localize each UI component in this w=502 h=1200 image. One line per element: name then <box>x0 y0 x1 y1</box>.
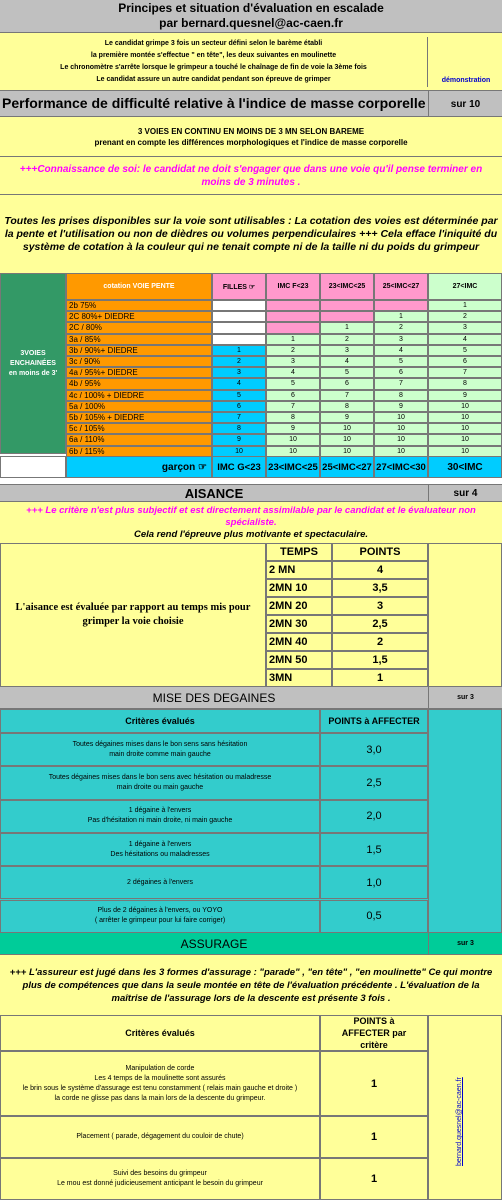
degaines-criterion-line: Plus de 2 dégaines à l'envers, ou YOYO <box>97 907 223 915</box>
aisance-note1: +++ Le critère n'est plus subjectif et est directement assimilable par le candidat et le évaluateur non spécialiste. <box>26 504 476 528</box>
imc-cell <box>320 311 374 322</box>
assurage-criterion-line: Placement ( parade, dégagement du couloir de chute) <box>76 1133 244 1140</box>
assurage-side-col <box>428 1015 502 1200</box>
degaines-table <box>0 709 502 933</box>
aisance-time: 2MN 20 <box>266 597 332 615</box>
imc-cell: 5 <box>320 367 374 378</box>
perf-sub <box>0 117 502 157</box>
intro-line: la première montée s'effectue " en tête", les deux suivantes en moulinette <box>90 52 337 59</box>
degaines-criterion-line: Toutes dégaines mises dans le bon sens avec hésitation ou maladresse <box>48 773 272 781</box>
assurage-criterion-line: Le mou est donné judicieusement anticipant le besoin du grimpeur <box>57 1180 263 1187</box>
imc-cell: 3 <box>266 356 320 367</box>
imc-cell: 10 <box>374 434 428 445</box>
filles-cell <box>212 322 266 333</box>
degaines-points: 2,5 <box>320 766 428 799</box>
imc-cell: 10 <box>374 446 428 457</box>
header-author: par bernard.quesnel@ac-caen.fr <box>159 16 343 30</box>
filles-cell: 10 <box>212 446 266 457</box>
assurage-criterion-line: la corde ne glisse pas dans la main lors de la descente du grimpeur. <box>54 1094 266 1102</box>
aisance-time: 2MN 30 <box>266 615 332 633</box>
degaines-criterion-line: main droite ou main gauche <box>116 783 204 791</box>
degaines-criterion <box>0 733 320 766</box>
assurage-criterion-line: Suivi des besoins du grimpeur <box>113 1170 207 1177</box>
garcon-header: 27<IMC<30 <box>374 456 428 478</box>
aisance-title: AISANCE <box>184 485 244 501</box>
imc-cell: 1 <box>266 334 320 345</box>
assurage-criterion <box>0 1158 320 1200</box>
cotation-header: cotation VOIE PENTE <box>66 273 212 300</box>
degaines-title-bar <box>0 687 502 709</box>
degaines-criterion-line: 2 dégaines à l'envers <box>127 878 193 886</box>
imc-cell <box>266 322 320 333</box>
imc-cell: 4 <box>266 367 320 378</box>
degaines-right-pad <box>428 709 502 933</box>
imc-cell: 10 <box>428 412 502 423</box>
filles-cell: 5 <box>212 390 266 401</box>
degaines-points: 2,0 <box>320 800 428 833</box>
imc-cell: 3 <box>374 334 428 345</box>
intro-line: Le candidat assure un autre candidat pendant son épreuve de grimper <box>96 76 331 83</box>
imc-cell: 7 <box>374 378 428 389</box>
imc-cell: 2 <box>320 334 374 345</box>
degaines-title: MISE DES DEGAINES <box>152 690 276 705</box>
perf-title: Performance de difficulté relative à l'indice de masse corporelle <box>2 95 426 111</box>
cotation-cell: 5c / 105% <box>66 423 212 434</box>
imc-cell: 1 <box>320 322 374 333</box>
imc-cell: 8 <box>320 401 374 412</box>
imc-cell: 10 <box>428 434 502 445</box>
imc-cell: 6 <box>374 367 428 378</box>
degaines-criterion-line: ( arrêter le grimpeur pour lui faire corriger) <box>94 917 226 925</box>
degaines-score: sur 3 <box>428 687 502 708</box>
aisance-col-temps: TEMPS <box>266 543 332 561</box>
degaines-criterion-line: 1 dégaine à l'envers <box>128 807 192 815</box>
filles-cell: 2 <box>212 356 266 367</box>
imc-cell: 8 <box>374 390 428 401</box>
cotation-cell: 3c / 90% <box>66 356 212 367</box>
assurage-points: 1 <box>320 1116 428 1158</box>
imc-cell: 10 <box>428 401 502 412</box>
imc-cell: 10 <box>320 434 374 445</box>
cotation-cell: 2b 75% <box>66 300 212 311</box>
imc-cell: 2 <box>374 322 428 333</box>
assurage-criterion-line: Manipulation de corde <box>125 1064 195 1072</box>
aisance-points: 4 <box>332 561 428 579</box>
perf-title-bar <box>0 91 502 117</box>
imc-cell: 10 <box>374 423 428 434</box>
imc-cell: 10 <box>320 423 374 434</box>
aisance-col-points: POINTS <box>332 543 428 561</box>
aisance-points: 3,5 <box>332 579 428 597</box>
grid-left-line: en moins de 3' <box>8 369 58 377</box>
filles-cell: 8 <box>212 423 266 434</box>
aisance-time: 2MN 50 <box>266 651 332 669</box>
imc-cell: 5 <box>374 356 428 367</box>
aisance-time: 2MN 10 <box>266 579 332 597</box>
filles-cell <box>212 334 266 345</box>
imc-cell: 7 <box>428 367 502 378</box>
garcon-header: 25<IMC<27 <box>320 456 374 478</box>
performance-grid <box>0 273 502 456</box>
degaines-criterion-line: Pas d'hésitation ni main droite, ni main gauche <box>87 817 233 825</box>
filles-cell: 9 <box>212 434 266 445</box>
imc-cell: 9 <box>428 390 502 401</box>
cotation-cell: 2C / 80% <box>66 322 212 333</box>
cotation-cell: 3b / 90%+ DIEDRE <box>66 345 212 356</box>
degaines-criterion-line: 1 dégaine à l'envers <box>128 840 192 848</box>
assurage-title: ASSURAGE <box>180 936 248 951</box>
degaines-col-crit: Critères évalués <box>0 709 320 733</box>
assurage-criterion <box>0 1116 320 1158</box>
degaines-points: 1,0 <box>320 866 428 899</box>
degaines-points: 3,0 <box>320 733 428 766</box>
assurage-criterion-line: le brin sous le système d'assurage est tenu constamment ( relais main gauche et droite ) <box>22 1084 298 1092</box>
imc-cell <box>320 300 374 311</box>
imc-cell: 5 <box>428 345 502 356</box>
aisance-table <box>266 543 428 687</box>
garcon-header: 30<IMC <box>428 456 502 478</box>
intro-block <box>0 33 502 91</box>
assurage-title-bar <box>0 933 502 955</box>
perf-sub-line: prenant en compte les différences morphologiques et l'indice de masse corporelle <box>94 137 408 147</box>
grid-left-line: 3VOIES <box>20 349 46 357</box>
garcon-header: IMC G<23 <box>212 456 266 478</box>
intro-line: Le chronomètre s'arrête lorsque le grimpeur a touché le chaînage de fin de voie la 3ème fois <box>60 64 367 71</box>
aisance-points: 1 <box>332 669 428 687</box>
cotation-cell: 4b / 95% <box>66 378 212 389</box>
imc-cell: 6 <box>428 356 502 367</box>
grid-left-line: ENCHAINÉES <box>10 359 56 367</box>
imc-cell: 8 <box>428 378 502 389</box>
imc-cell: 10 <box>320 446 374 457</box>
imc-header: 27<IMC <box>428 273 502 300</box>
assurage-score: sur 3 <box>428 933 502 954</box>
garcon-label: garçon ☞ <box>66 456 212 478</box>
assurage-table <box>0 1015 502 1200</box>
assurage-side-email[interactable]: bernard.quesnel@ac-caen.fr <box>456 1077 463 1166</box>
filles-cell: 6 <box>212 401 266 412</box>
filles-cell <box>212 311 266 322</box>
imc-cell: 3 <box>428 322 502 333</box>
imc-cell: 4 <box>320 356 374 367</box>
imc-cell: 10 <box>266 446 320 457</box>
assurage-criterion <box>0 1051 320 1116</box>
garcon-row <box>0 456 502 478</box>
imc-cell: 6 <box>320 378 374 389</box>
aisance-title-bar <box>0 484 502 502</box>
imc-cell: 9 <box>320 412 374 423</box>
degaines-criterion <box>0 800 320 833</box>
perf-holds-note: Toutes les prises disponibles sur la voie sont utilisables : La cotation des voies est déterminée par la pente et l'utilisation ou non de dièdres ou volumes perpendiculaires +++ Cela efface l'iniquité du système de cotation à la couleur qui ne tenait compte ni de la taille ni du poids du grimpeur <box>0 195 502 273</box>
imc-cell <box>266 311 320 322</box>
imc-cell <box>266 300 320 311</box>
degaines-points: 0,5 <box>320 900 428 933</box>
aisance-time: 2MN 40 <box>266 633 332 651</box>
degaines-criterion <box>0 866 320 899</box>
degaines-criterion <box>0 766 320 799</box>
header-title: Principes et situation d'évaluation en escalade <box>118 1 384 15</box>
assurage-col-crit: Critères évalués <box>0 1015 320 1051</box>
imc-cell: 10 <box>374 412 428 423</box>
filles-cell: 1 <box>212 345 266 356</box>
imc-cell: 4 <box>374 345 428 356</box>
intro-text <box>0 37 428 87</box>
degaines-criterion <box>0 900 320 933</box>
demonstration-link[interactable]: démonstration <box>441 77 491 84</box>
garcon-blank <box>0 456 66 478</box>
imc-cell: 3 <box>320 345 374 356</box>
assurage-note: +++ L'assureur est jugé dans les 3 formes d'assurage : "parade" , "en tête" , "en moulinette" Ce qui montre plus de compétences que dans la seule montée en tête de l'évaluation précédente . L'évaluation de la maîtrise de l'assurage lors de la descente est présente 3 fois . <box>0 955 502 1015</box>
cotation-cell: 4a / 95%+ DIEDRE <box>66 367 212 378</box>
aisance-right-pad <box>428 543 502 687</box>
aisance-left-text: L'aisance est évaluée par rapport au temps mis pour grimper la voie choisie <box>0 543 266 687</box>
imc-cell: 10 <box>428 423 502 434</box>
assurage-col-points: POINTS à AFFECTER par critère <box>320 1015 428 1051</box>
imc-header: IMC F<23 <box>266 273 320 300</box>
imc-header: 25<IMC<27 <box>374 273 428 300</box>
imc-header: 23<IMC<25 <box>320 273 374 300</box>
degaines-criterion-line: Des hésitations ou maladresses <box>110 850 210 858</box>
aisance-time: 2 MN <box>266 561 332 579</box>
aisance-points: 2,5 <box>332 615 428 633</box>
header <box>0 0 502 33</box>
filles-cell: 4 <box>212 378 266 389</box>
imc-cell: 2 <box>266 345 320 356</box>
aisance-note2: Cela rend l'épreuve plus motivante et spectaculaire. <box>133 528 369 540</box>
grid-left-label <box>0 273 66 454</box>
imc-cell: 6 <box>266 390 320 401</box>
perf-sub-line: 3 VOIES EN CONTINU EN MOINS DE 3 MN SELON BAREME <box>137 126 365 136</box>
assurage-points: 1 <box>320 1051 428 1116</box>
cotation-cell: 6a / 110% <box>66 434 212 445</box>
imc-cell: 5 <box>266 378 320 389</box>
imc-cell: 7 <box>266 401 320 412</box>
aisance-points: 1,5 <box>332 651 428 669</box>
cotation-cell: 6b / 115% <box>66 446 212 457</box>
cotation-cell: 4c / 100% + DIEDRE <box>66 390 212 401</box>
assurage-points: 1 <box>320 1158 428 1200</box>
imc-cell: 9 <box>266 423 320 434</box>
degaines-criterion-line: main droite comme main gauche <box>109 750 211 758</box>
perf-score: sur 10 <box>428 91 502 117</box>
garcon-header: 23<IMC<25 <box>266 456 320 478</box>
intro-line: Le candidat grimpe 3 fois un secteur défini selon le barème établi <box>104 40 323 47</box>
imc-cell <box>374 300 428 311</box>
imc-cell: 8 <box>266 412 320 423</box>
assurage-criterion-line: Les 4 temps de la moulinette sont assurés <box>94 1074 226 1082</box>
cotation-cell: 5a / 100% <box>66 401 212 412</box>
imc-cell: 10 <box>266 434 320 445</box>
filles-cell: 7 <box>212 412 266 423</box>
filles-cell: 3 <box>212 367 266 378</box>
filles-cell <box>212 300 266 311</box>
imc-cell: 1 <box>428 300 502 311</box>
aisance-points: 2 <box>332 633 428 651</box>
degaines-col-points: POINTS à AFFECTER <box>320 709 428 733</box>
imc-cell: 9 <box>374 401 428 412</box>
imc-cell: 1 <box>374 311 428 322</box>
degaines-criterion <box>0 833 320 866</box>
imc-cell: 10 <box>428 446 502 457</box>
cotation-cell: 3a / 85% <box>66 334 212 345</box>
perf-warning: +++Connaissance de soi: le candidat ne doit s'engager que dans une voie qu'il pense terminer en moins de 3 minutes . <box>0 157 502 195</box>
aisance-score: sur 4 <box>428 485 502 501</box>
filles-header: FILLES ☞ <box>212 273 266 300</box>
aisance-notes <box>0 502 502 543</box>
degaines-criterion-line: Toutes dégaines mises dans le bon sens sans hésitation <box>72 740 248 748</box>
imc-cell: 2 <box>428 311 502 322</box>
imc-cell: 7 <box>320 390 374 401</box>
cotation-cell: 5b / 105% + DIEDRE <box>66 412 212 423</box>
cotation-cell: 2C 80%+ DIEDRE <box>66 311 212 322</box>
aisance-points: 3 <box>332 597 428 615</box>
aisance-time: 3MN <box>266 669 332 687</box>
degaines-points: 1,5 <box>320 833 428 866</box>
imc-cell: 4 <box>428 334 502 345</box>
